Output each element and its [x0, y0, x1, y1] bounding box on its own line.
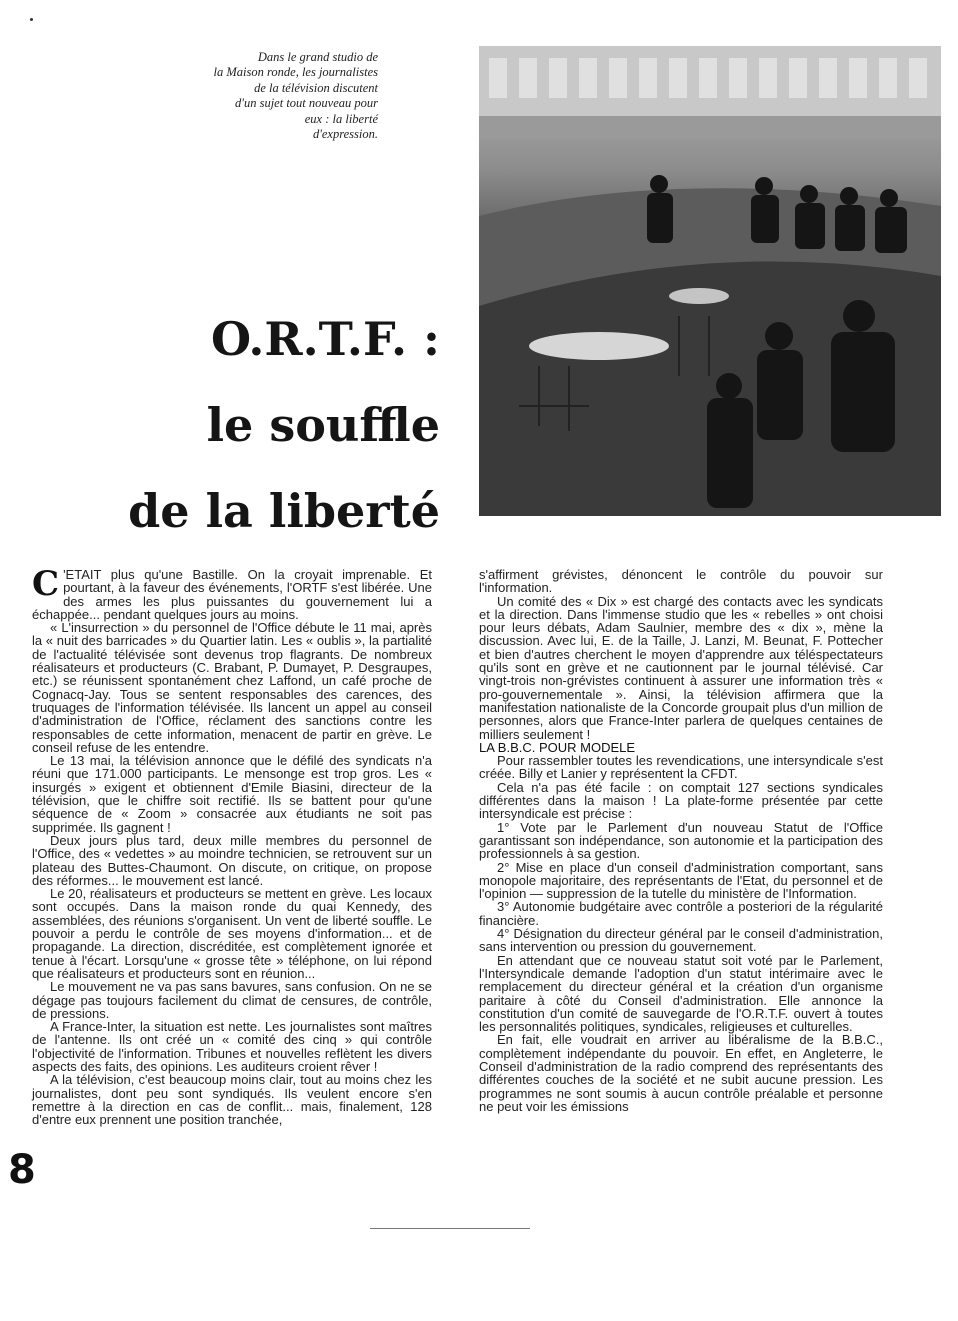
article-paragraph: 2° Mise en place d'un conseil d'administration comportant, sans monopole majoritaire, des représentants de l'Etat, du personnel et de l'opinion — suppression de la tutelle du ministère de l'Information.: [479, 859, 883, 902]
article-paragraph: Deux jours plus tard, deux mille membres du personnel de l'Office, des « vedettes » au moindre technicien, se retrouvent sur un plateau des Buttes-Chaumont. On discute, on critique, on propose des réformes... le mouvement est lancé.: [32, 832, 432, 888]
headline-line: le souffle: [206, 398, 440, 452]
article-paragraph: « L'insurrection » du personnel de l'Office débute le 11 mai, après la « nuit des barricades » du Quartier latin. Les « oublis », la partialité de l'actualité télévisée sont devenus trop flagrants. De nombreux réalisateurs et producteurs (C. Brabant, P. Dumayet, P. Desgraupes, etc.) se réunissent spontanément chez Laffond, un café proche de Cognacq-Jay. Tous se sentent responsables des carences, des truquages de l'information télévisée. Ils lancent un appel au conseil d'administration de l'Office, réclament des sanctions contre les responsables de cette information, menacent de partir en grève. Le conseil refuse de les entendre.: [32, 620, 432, 755]
article-paragraph: Cela n'a pas été facile : on comptait 127 sections syndicales différentes dans la maison ! La plate-forme présentée par cette intersyndicale est précise :: [479, 779, 883, 822]
headline-line: de la liberté: [128, 484, 440, 538]
article-paragraph: s'affirment grévistes, dénoncent le contrôle du pouvoir sur l'information.: [479, 567, 883, 596]
photo-caption: [128, 50, 378, 142]
article-paragraph: En attendant que ce nouveau statut soit voté par le Parlement, l'Intersyndicale demande l'adoption d'un statut intérimaire avec le remplacement du directeur général et la création d'un organisme paritaire à côté du Conseil d'administration. Elle annonce la constitution d'un comité de sauvegarde de l'O.R.T.F. ouvert à toutes les personnalités politiques, syndicales, religieuses et culturelles.: [479, 952, 883, 1035]
caption-line: d'expression.: [312, 127, 378, 142]
caption-line: de la télévision discutent: [254, 80, 378, 95]
article-headline: [60, 296, 440, 554]
paragraph-text: 'ETAIT plus qu'une Bastille. On la croyait imprenable. Et pourtant, à la faveur des événements, l'ORTF s'est libérée. Une des armes les plus puissantes du gouvernement lui a échappée... pendant quelques jours au moins.: [32, 567, 432, 622]
page-number: 8: [8, 1147, 36, 1193]
caption-line: Dans le grand studio de: [257, 50, 378, 64]
bottom-divider: [370, 1228, 530, 1229]
caption-line: eux : la liberté: [304, 111, 378, 126]
studio-photo: [479, 46, 941, 516]
article-paragraph: Le mouvement ne va pas sans bavures, sans confusion. On ne se dégage pas toujours facilement du climat de censures, de contrôle, de pressions.: [32, 979, 432, 1021]
article-paragraph: A la télévision, c'est beaucoup moins clair, tout au moins chez les journalistes, dont peu sont syndiqués. Ils veulent encore s'en remettre à la direction en cas de conflit... mais, finalement, 128 d'entre eux prennent une position tranchée,: [32, 1072, 432, 1128]
article-paragraph: Le 13 mai, la télévision annonce que le défilé des syndicats n'a réuni que 171.000 participants. Le mensonge est trop gros. Les « insurgés » exigent et obtiennent d'Emile Biasini, directeur de la télévision, que le chiffre soit rectifié. Ils se battent pour qu'une séquence de « Zoom » consacrée aux étudiants ne soit pas supprimée. Ils gagnent !: [32, 753, 432, 835]
article-paragraph: 1° Vote par le Parlement d'un nouveau Statut de l'Office garantissant son indépendance, son autonomie et la participation des professionnels à sa gestion.: [479, 819, 883, 862]
article-paragraph: Un comité des « Dix » est chargé des contacts avec les syndicats et la direction. Dans l'immense studio que les « rebelles » ont choisi pour leurs débats, Adam Saulnier, membre des « dix », mène la discussion. Avec lui, E. de la Taille, J. Lanzi, M. Beunat, F. Pottecher et bien d'autres cherchent le moyen d'apprendre aux téléspectateurs qu'ils sont en grève et ne cautionnent par le journal télévisé. Car vingt-trois non-grévistes continuent à assurer une information très « pro-gouvernementale ». Ainsi, la télévision affirmera que la manifestation nationaliste de la Concorde groupait plus d'un million de personnes, alors que France-Inter parlera de quelques centaines de milliers seulement !: [479, 593, 883, 742]
article-column-right: [479, 568, 883, 1113]
article-column-left: [32, 564, 432, 1128]
article-paragraph: En fait, elle voudrait en arriver au libéralisme de la B.B.C., complètement indépendante du pouvoir. En effet, en Angleterre, le Conseil d'administration de la radio comprend des représentants des différentes couches de la société et ne subit aucune pression. Les programmes ne sont soumis à aucun contrôle préalable et personne ne peut voir les émissions: [479, 1032, 883, 1114]
article-paragraph: [32, 564, 432, 622]
headline-line: O.R.T.F. :: [211, 312, 440, 366]
print-speck: [30, 18, 33, 21]
drop-cap: C: [32, 564, 60, 604]
article-paragraph: 4° Désignation du directeur général par le conseil d'administration, sans intervention ou pression du gouvernement.: [479, 926, 883, 955]
studio-photo-graphic: [479, 46, 941, 516]
article-paragraph: Pour rassembler toutes les revendications, une intersyndicale s'est créée. Billy et Lanier y représentent la CFDT.: [479, 753, 883, 782]
caption-line: d'un sujet tout nouveau pour: [235, 96, 378, 111]
article-paragraph: Le 20, réalisateurs et producteurs se mettent en grève. Les locaux sont occupés. Dans la maison ronde du quai Kennedy, des assemblées, des réunions s'organisent. Un vent de liberté souffle. Le pouvoir a perdu le contrôle de ses moyens d'information... et de propagande. La direction, discréditée, est complètement ignorée et tenue à l'écart. Lorsqu'une « grosse tête » téléphone, on lui répond que réalisateurs et producteurs sont en réunion...: [32, 886, 432, 981]
article-paragraph: A France-Inter, la situation est nette. Les journalistes sont maîtres de l'antenne. Ils ont créé un « comité des cinq » qui contrôle l'objectivité de l'information. Tribunes et nouvelles reflètent les divers aspects des faits, des opinions. Les auditeurs croient rêver !: [32, 1019, 432, 1074]
section-subheading: LA B.B.C. POUR MODELE: [479, 739, 636, 755]
article-paragraph: 3° Autonomie budgétaire avec contrôle a posteriori de la régularité financière.: [479, 899, 883, 928]
caption-line: la Maison ronde, les journalistes: [213, 65, 378, 80]
